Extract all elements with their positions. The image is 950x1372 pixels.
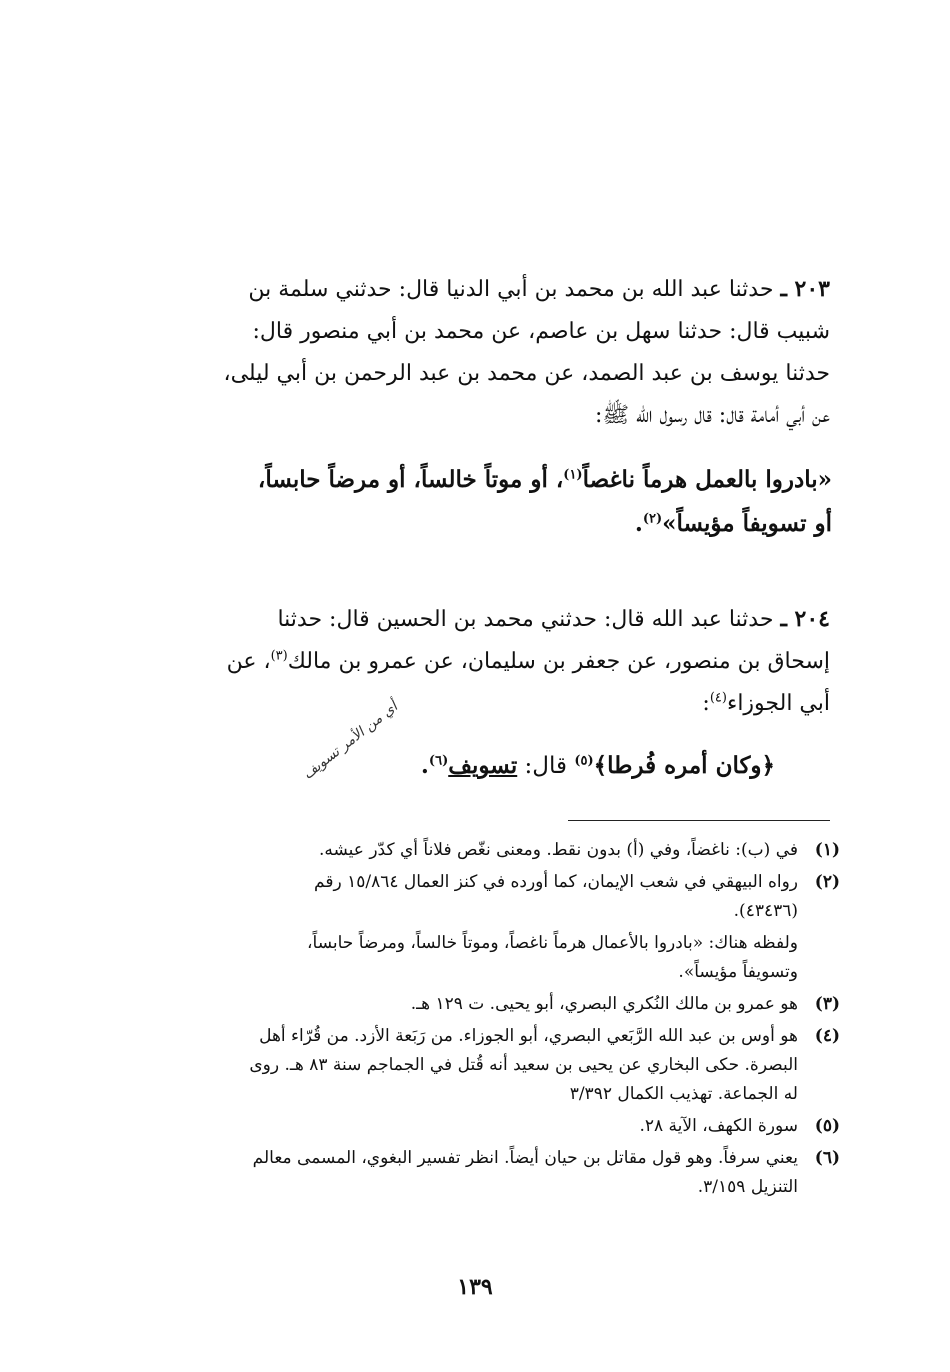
quran-quote: ﴿وكان أمره فُرطا﴾$^{(٥)}$ قال: تسويف$^{(٦)}$. xyxy=(420,752,775,779)
footnote-1: (١) في (ب): ناغضاً، وفي (أ) بدون نقط. ومعنى نغّص فلاناً أي كدّر عيشه. xyxy=(318,840,840,860)
text-line: إسحاق بن منصور، عن جعفر بن سليمان، عن عمرو بن مالك$^{(٣)}$، عن xyxy=(226,648,830,674)
underlined-word: تسويف xyxy=(448,752,518,779)
footnote-5: (٥) سورة الكهف، الآية ٢٨. xyxy=(639,1116,840,1136)
handwritten-annotation: أي من الأمر تسويف xyxy=(300,698,401,783)
hadith-text-203: «بادروا بالعمل هرماً ناغصاً$^{(١)}$، أو موتاً خالساً، أو مرضاً حابساً، أو تسويفاً مؤيساً»$^{(٢)}$. xyxy=(257,466,832,537)
footnote-ref: (٥) xyxy=(574,753,594,769)
text-line: حدثنا يوسف بن عبد الصمد، عن محمد بن عبد الرحمن بن أبي ليلى، xyxy=(223,361,830,386)
entry-204 xyxy=(118,598,830,725)
text-line: ٢٠٣ ـ حدثنا عبد الله بن محمد بن أبي الدنيا قال: حدثني سلمة بن xyxy=(248,276,830,302)
text-line: شبيب قال: حدثنا سهل بن عاصم، عن محمد بن أبي منصور قال: xyxy=(252,319,830,344)
text-line: عن أبي أمامة قال: قال رسول الله ﷺ: xyxy=(595,403,830,428)
entry-number: ٢٠٤ ـ xyxy=(780,606,830,632)
entry-number: ٢٠٣ ـ xyxy=(780,276,830,302)
footnote-2-continued: ولفظه هناك: «بادروا بالأعمال هرماً ناغصاً، وموتاً خالساً، ومرضاً حابساً، وتسويفاً مؤيساً». xyxy=(307,933,798,982)
footnote-ref: (٦) xyxy=(428,753,449,769)
page-number: ١٣٩ xyxy=(457,1274,493,1300)
footnote-6: (٦) يعني سرفاً. وهو قول مقاتل بن حيان أيضاً. انظر تفسير البغوي، المسمى معالم التنزيل ٣/١٥٩. xyxy=(252,1148,840,1197)
footnote-4: (٤) هو أوس بن عبد الله الرَّبَعي البصري، أبو الجوزاء. من رَبَعة الأزد. من قُرّاء أهل البصرة. حكى البخاري عن يحيى بن سعيد أنه قُتل في الجماجم سنة ٨٣ هـ. روى له الجماعة. تهذيب الكمال ٣/٣٩٢ xyxy=(249,1026,840,1104)
footnote-ref: (٣) xyxy=(270,648,288,664)
footnote-ref: (٢) xyxy=(642,511,663,527)
entry-203 xyxy=(118,268,830,437)
footnote-divider xyxy=(568,820,830,821)
text-line: ٢٠٤ ـ حدثنا عبد الله قال: حدثني محمد بن الحسين قال: حدثنا xyxy=(277,606,830,632)
footnote-ref: (١) xyxy=(563,467,583,483)
footnote-2: (٢) رواه البيهقي في شعب الإيمان، كما أورده في كنز العمال ١٥/٨٦٤ رقم (٤٣٤٣٦). xyxy=(314,872,840,921)
text-line: أبي الجوزاء$^{(٤)}$: xyxy=(702,690,830,716)
footnote-3: (٣) هو عمرو بن مالك النُكري البصري، أبو يحيى. ت ١٢٩ هـ. xyxy=(410,994,840,1014)
footnote-ref: (٤) xyxy=(709,690,727,706)
footnotes xyxy=(110,836,840,1205)
